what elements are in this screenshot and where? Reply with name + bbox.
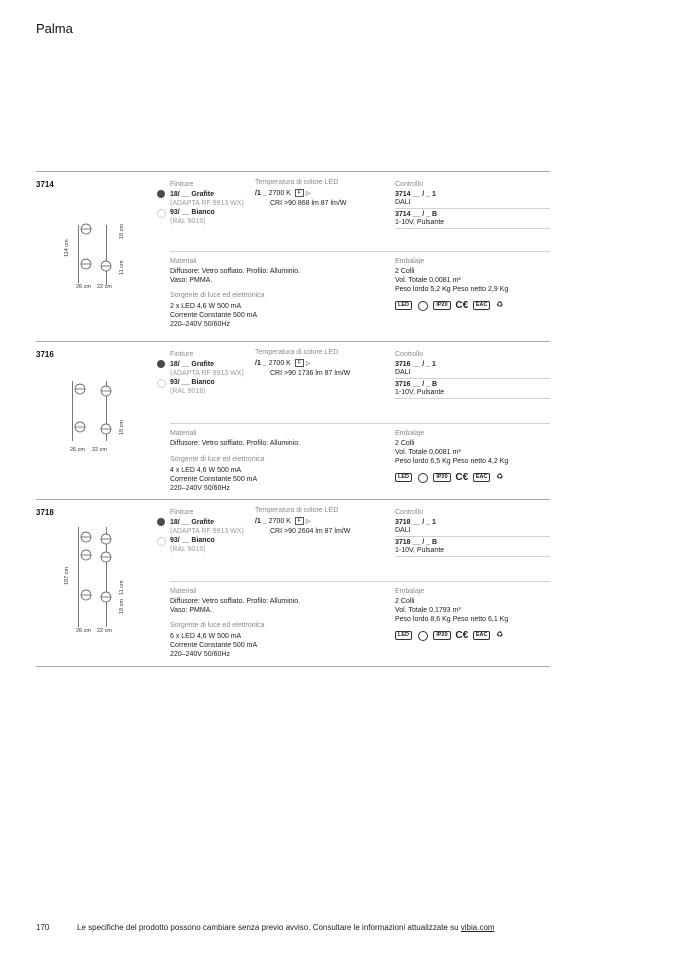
sorgente-label: Sorgente di luce ed elettronica (170, 622, 265, 629)
lamp-globe-icon (100, 591, 112, 603)
product-code: 3714 (36, 180, 54, 189)
width-dimension-2: 22 cm (97, 284, 112, 290)
finish-bianco: 93/ __ Bianco (170, 537, 215, 544)
recycle-icon: ♻ (496, 472, 504, 482)
temperature-code: /1 _ (255, 360, 267, 367)
width-dimension-1: 26 cm (76, 628, 91, 634)
control-pulsante: 1-10V, Pulsante (395, 547, 445, 554)
lower-dimension: 11 cm (119, 260, 125, 275)
total-volume: Vol. Totale 0,0081 m³ (395, 449, 461, 456)
led-icon: LED (395, 473, 412, 482)
finish-grafite-ref: (ADAPTA RF 9913 WX) (170, 370, 244, 377)
ip20-icon: IP20 (433, 473, 450, 482)
sorgente-label: Sorgente di luce ed elettronica (170, 292, 265, 299)
control-code-pulsante: 3716 __ / _ B (395, 381, 438, 388)
control-divider (395, 228, 550, 229)
certification-icons (395, 472, 503, 483)
lower-dimension: 11 cm (119, 580, 125, 595)
temperature-value: 2700 K (268, 518, 291, 525)
cri-line: CRI >90 1736 lm 87 lm/W (270, 370, 351, 377)
finish-grafite: 18/ __ Grafite (170, 519, 214, 526)
width-dimension-2: 22 cm (97, 628, 112, 634)
energy-arrow-icon: ▷ (305, 191, 311, 197)
finish-bianco: 93/ __ Bianco (170, 209, 215, 216)
temperature-value: 2700 K (268, 190, 291, 197)
weights: Peso lordo 5,2 Kg Peso netto 2,9 Kg (395, 286, 509, 293)
control-code-dali: 3716 __ / _ 1 (395, 361, 436, 368)
lamp-globe-icon (100, 423, 112, 435)
grafite-swatch (157, 360, 165, 368)
temperature-label: Temperatura di colore LED (255, 179, 339, 186)
certification-icons (395, 630, 503, 641)
section-divider (36, 499, 550, 500)
lamp-globe-icon (100, 385, 112, 397)
eac-icon: EAC (473, 631, 491, 640)
control-code-dali: 3714 __ / _ 1 (395, 191, 436, 198)
footer-text: Le specifiche del prodotto possono cambiare senza previo avviso. Consultare le informazioni attualizzate su (77, 923, 461, 932)
materiali-line-1: Diffusore: Vetro soffiato. Profilo: Alluminio. (170, 440, 301, 447)
total-volume: Vol. Totale 0,1793 m³ (395, 607, 461, 614)
width-dimension-1: 26 cm (76, 284, 91, 290)
control-pulsante: 1-10V, Pulsante (395, 219, 445, 226)
section-subdivider (170, 251, 550, 252)
finish-bianco-ref: (RAL 9016) (170, 218, 206, 225)
page-title: Palma (36, 21, 73, 36)
embalaje-label: Embalaje (395, 588, 425, 595)
finish-bianco-ref: (RAL 9016) (170, 546, 206, 553)
finish-grafite: 18/ __ Grafite (170, 191, 214, 198)
total-volume: Vol. Totale 0,0081 m³ (395, 277, 461, 284)
certification-icons (395, 300, 503, 311)
lamp-globe-icon (74, 421, 86, 433)
lamp-globe-icon (100, 551, 112, 563)
product-code: 3718 (36, 508, 54, 517)
energy-class-badge: F (295, 517, 304, 525)
recycle-icon: ♻ (496, 630, 504, 640)
width-dimension-2: 22 cm (92, 447, 107, 453)
cri-line: CRI >90 2604 lm 87 lm/W (270, 528, 351, 535)
ip20-icon: IP20 (433, 301, 450, 310)
voltage: 220–240V 50/60Hz (170, 485, 230, 492)
dimmable-icon (418, 631, 428, 641)
temperature-code: /1 _ (255, 518, 267, 525)
upper-dimension: 19 cm (119, 420, 125, 435)
section-divider (36, 666, 550, 667)
control-pulsante: 1-10V, Pulsante (395, 389, 445, 396)
lamp-globe-icon (100, 260, 112, 272)
finiture-label: Finiture (170, 351, 194, 358)
lamp-globe-icon (80, 589, 92, 601)
height-dimension: 187 cm (64, 566, 70, 585)
eac-icon: EAC (473, 301, 491, 310)
bianco-swatch (157, 209, 166, 218)
product-block-3714 (36, 171, 550, 341)
controllo-label: Controllo (395, 181, 424, 188)
control-divider (395, 556, 550, 557)
constant-current: Corrente Constante 500 mA (170, 312, 258, 319)
finish-bianco-ref: (RAL 9016) (170, 388, 206, 395)
sorgente-label: Sorgente di luce ed elettronica (170, 456, 265, 463)
section-divider (36, 171, 550, 172)
light-source: 4 x LED 4,6 W 500 mA (170, 467, 242, 474)
energy-arrow-icon: ▷ (305, 519, 311, 525)
footer-link[interactable]: vibia.com (460, 923, 495, 932)
weights: Peso lordo 6,5 Kg Peso netto 4,2 Kg (395, 458, 509, 465)
lamp-globe-icon (80, 549, 92, 561)
ce-mark-icon: C€ (455, 472, 469, 483)
led-icon: LED (395, 301, 412, 310)
voltage: 220–240V 50/60Hz (170, 321, 230, 328)
constant-current: Corrente Constante 500 mA (170, 642, 258, 649)
lamp-globe-icon (100, 533, 112, 545)
temperature-label: Temperatura di colore LED (255, 349, 339, 356)
embalaje-label: Embalaje (395, 430, 425, 437)
weights: Peso lordo 8,6 Kg Peso netto 6,1 Kg (395, 616, 509, 623)
materiali-line-1: Diffusore: Vetro soffiato. Profilo: Alluminio. (170, 268, 301, 275)
light-source: 6 x LED 4,6 W 500 mA (170, 633, 242, 640)
temperature-label: Temperatura di colore LED (255, 507, 339, 514)
product-block-3718 (36, 499, 550, 669)
recycle-icon: ♻ (496, 300, 504, 310)
cri-line: CRI >90 868 lm 87 lm/W (270, 200, 347, 207)
materiali-label: Materiali (170, 430, 197, 437)
upper-dimension: 19 cm (119, 224, 125, 239)
materiali-label: Materiali (170, 258, 197, 265)
grafite-swatch (157, 518, 165, 526)
product-code: 3716 (36, 350, 54, 359)
product-block-3716 (36, 341, 550, 499)
voltage: 220–240V 50/60Hz (170, 651, 230, 658)
materiali-line-2: Vaso: PMMA. (170, 277, 213, 284)
materiali-label: Materiali (170, 588, 197, 595)
control-dali: DALI (395, 199, 411, 206)
constant-current: Corrente Constante 500 mA (170, 476, 258, 483)
packages-count: 2 Colli (395, 598, 415, 605)
control-divider (395, 398, 550, 399)
control-code-pulsante: 3714 __ / _ B (395, 211, 438, 218)
footer-disclaimer (77, 923, 495, 932)
lamp-globe-icon (74, 383, 86, 395)
control-divider (395, 378, 550, 379)
page-number: 170 (36, 923, 50, 932)
energy-class-badge: F (295, 189, 304, 197)
control-divider (395, 536, 550, 537)
control-dali: DALI (395, 369, 411, 376)
finish-grafite-ref: (ADAPTA RF 9913 WX) (170, 200, 244, 207)
temperature-row (255, 359, 310, 369)
finish-grafite-ref: (ADAPTA RF 9913 WX) (170, 528, 244, 535)
section-subdivider (170, 423, 550, 424)
lamp-globe-icon (80, 531, 92, 543)
energy-class-badge: F (295, 359, 304, 367)
energy-arrow-icon: ▷ (305, 361, 311, 367)
finish-grafite: 18/ __ Grafite (170, 361, 214, 368)
controllo-label: Controllo (395, 509, 424, 516)
ip20-icon: IP20 (433, 631, 450, 640)
ce-mark-icon: C€ (455, 630, 469, 641)
upper-dimension: 19 cm (119, 599, 125, 614)
temperature-row (255, 189, 310, 199)
finiture-label: Finiture (170, 181, 194, 188)
section-divider (36, 341, 550, 342)
dimmable-icon (418, 473, 428, 483)
width-dimension-1: 26 cm (70, 447, 85, 453)
lamp-globe-icon (80, 258, 92, 270)
bianco-swatch (157, 537, 166, 546)
bianco-swatch (157, 379, 166, 388)
led-icon: LED (395, 631, 412, 640)
control-code-pulsante: 3718 __ / _ B (395, 539, 438, 546)
control-divider (395, 208, 550, 209)
temperature-value: 2700 K (268, 360, 291, 367)
finiture-label: Finiture (170, 509, 194, 516)
finish-bianco: 93/ __ Bianco (170, 379, 215, 386)
lamp-globe-icon (80, 223, 92, 235)
materiali-line-1: Diffusore: Vetro soffiato. Profilo: Alluminio. (170, 598, 301, 605)
ce-mark-icon: C€ (455, 300, 469, 311)
dimmable-icon (418, 301, 428, 311)
controllo-label: Controllo (395, 351, 424, 358)
control-dali: DALI (395, 527, 411, 534)
section-subdivider (170, 581, 550, 582)
height-dimension: 114 cm (64, 239, 70, 257)
grafite-swatch (157, 190, 165, 198)
packages-count: 2 Colli (395, 440, 415, 447)
control-code-dali: 3718 __ / _ 1 (395, 519, 436, 526)
light-source: 2 x LED 4,6 W 500 mA (170, 303, 242, 310)
temperature-row (255, 517, 310, 527)
materiali-line-2: Vaso: PMMA. (170, 607, 213, 614)
packages-count: 2 Colli (395, 268, 415, 275)
embalaje-label: Embalaje (395, 258, 425, 265)
eac-icon: EAC (473, 473, 491, 482)
temperature-code: /1 _ (255, 190, 267, 197)
